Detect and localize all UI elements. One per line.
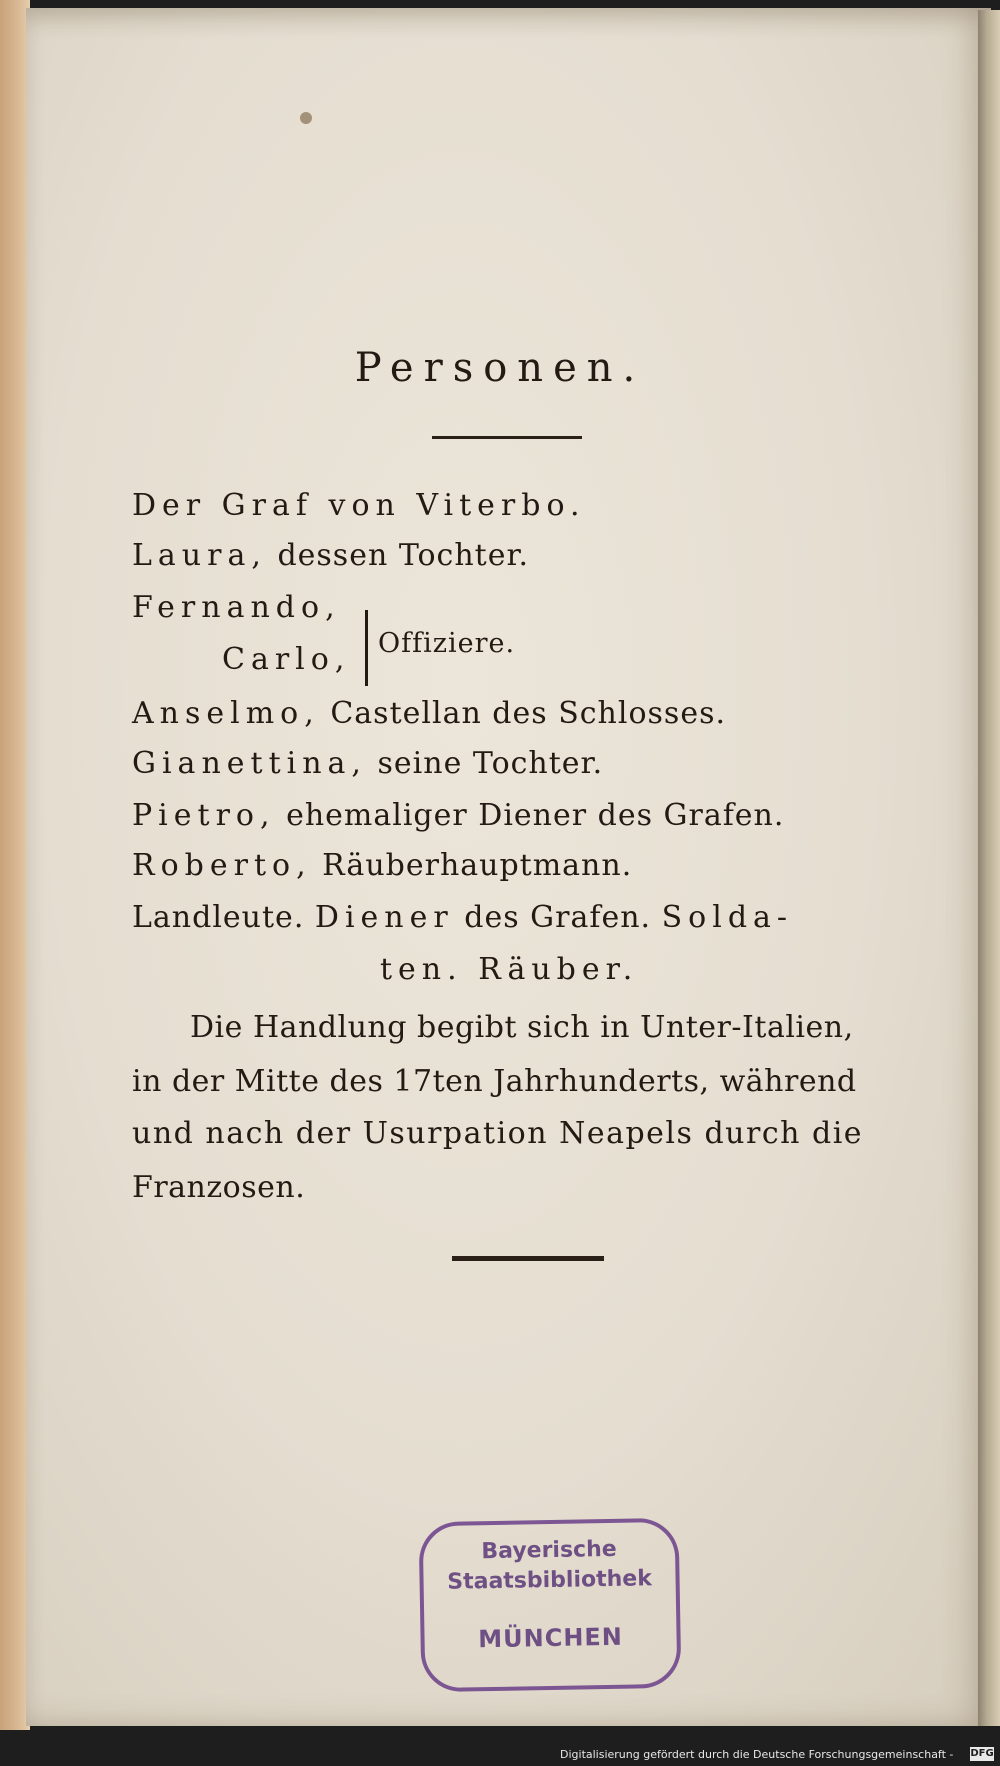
extras-line-1: Landleute. Diener des Grafen. Solda- — [132, 900, 794, 935]
extras-line-2: ten. Räuber. — [380, 952, 639, 987]
cast-line-roberto: Roberto, Räuberhauptmann. — [132, 848, 633, 883]
stamp-line-3: MÜNCHEN — [478, 1622, 624, 1654]
setting-line-1: Die Handlung begibt sich in Unter-Italien, — [190, 1010, 854, 1045]
cast-line-fernando: Fernando, — [132, 590, 341, 625]
stamp-line-2: Staatsbibliothek — [447, 1566, 653, 1595]
page-heading: Personen. — [354, 345, 646, 391]
heading-rule — [432, 436, 582, 439]
setting-line-3: und nach der Usurpation Neapels durch die — [132, 1116, 864, 1151]
end-rule — [452, 1256, 604, 1261]
digitization-credit: Digitalisierung gefördert durch die Deutsche Forschungsgemeinschaft - — [560, 1748, 954, 1761]
offiziere-label: Offiziere. — [378, 628, 516, 659]
cast-line-graf: Der Graf von Viterbo. — [132, 488, 586, 523]
dfg-logo: DFG — [970, 1748, 994, 1759]
cast-line-pietro: Pietro, ehemaliger Diener des Grafen. — [132, 798, 785, 833]
library-stamp — [419, 1518, 682, 1693]
setting-line-4: Franzosen. — [132, 1170, 306, 1205]
offiziere-brace — [365, 610, 368, 686]
cast-line-anselmo: Anselmo, Castellan des Schlosses. — [132, 696, 727, 731]
cast-line-gianettina: Gianettina, seine Tochter. — [132, 746, 604, 781]
ink-spot — [300, 112, 312, 124]
book-edge-right — [978, 10, 1000, 1726]
cast-line-laura: Laura, dessen Tochter. — [132, 538, 530, 573]
stamp-line-1: Bayerische — [481, 1536, 617, 1565]
setting-line-2: in der Mitte des 17ten Jahrhunderts, während — [132, 1064, 857, 1099]
cast-line-carlo: Carlo, — [222, 642, 351, 677]
